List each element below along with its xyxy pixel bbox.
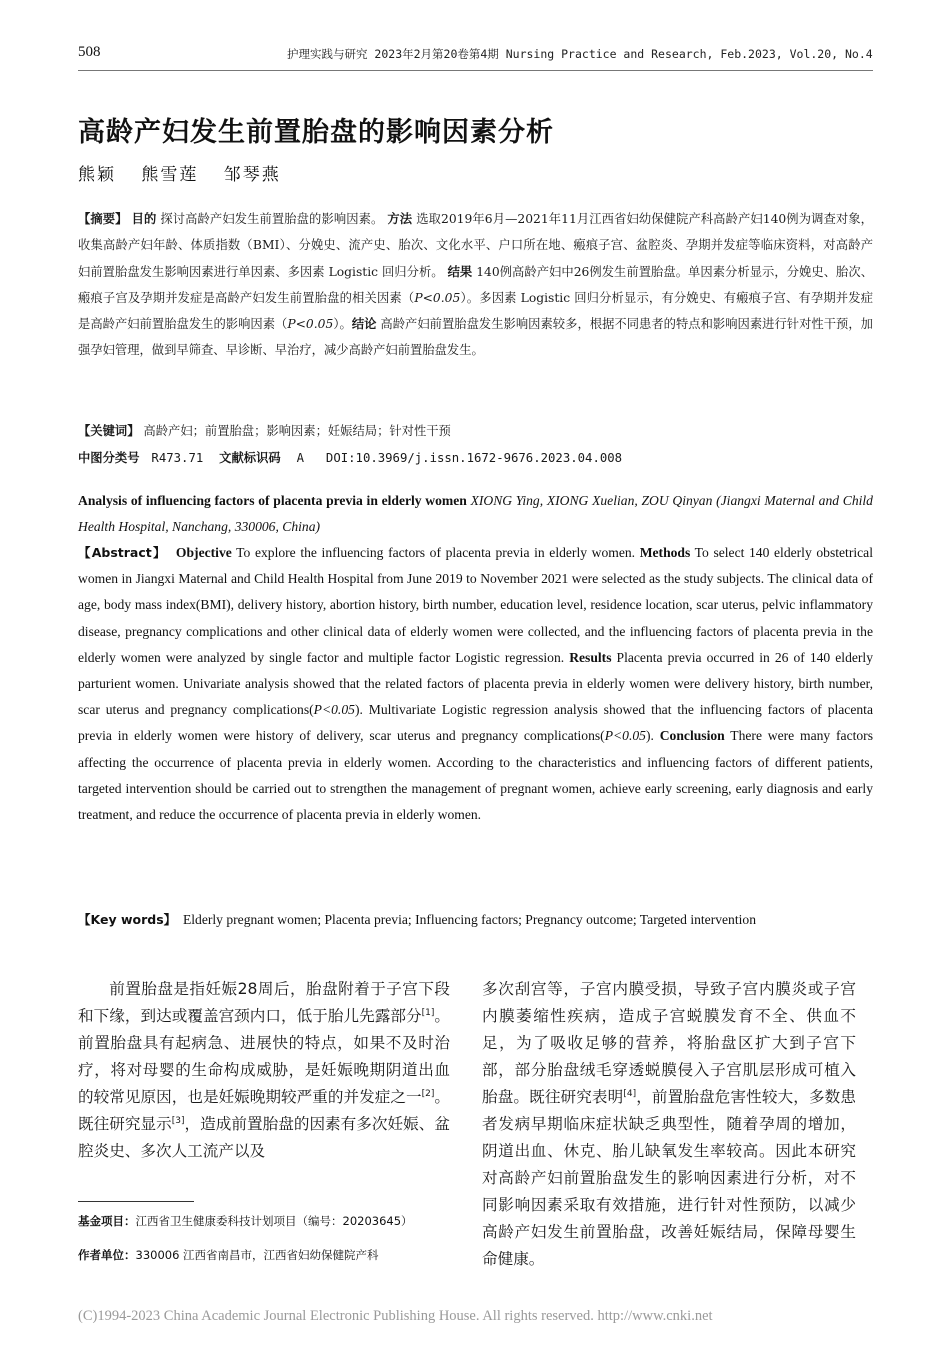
conclusion-en-text: There were many factors affecting the occurrence of placenta previa in elderly women. According to the characteristics and influencing factors of different patients, targeted intervention should be carried out to strengthen the management of pregnant women, achieve early screening, early diagnosis and early treatment, and reduce the occurrence of placenta previa in elderly women. bbox=[78, 728, 873, 823]
doc-code-label: 文献标识码 bbox=[219, 451, 281, 465]
body-left-column bbox=[78, 976, 450, 1165]
body-text-6: ，前置胎盘危害性较大，多数患者发病早期临床症状缺乏典型性，随着孕周的增加，阴道出血、休克、胎儿缺氧发生率较高。因此本研究对高龄产妇前置胎盘发生的影响因素进行分析，对不同影响因素采取有效措施，进行针对性预防，以减少高龄产妇发生前置胎盘，改善妊娠结局，保障母婴生命健康。 bbox=[482, 1088, 856, 1268]
article-title: 高龄产妇发生前置胎盘的影响因素分析 bbox=[78, 117, 554, 148]
methods-label: 方法 bbox=[387, 212, 413, 226]
citation-2: [2] bbox=[421, 1088, 435, 1099]
results-en-text-1: Placenta previa occurred in 26 of 140 elderly parturient women. Univariate analysis showed that the related factors of placenta previa in elderly women were delivery history, birth number, scar uterus and pregnancy complications( bbox=[78, 649, 873, 718]
body-right-column bbox=[482, 976, 856, 1273]
unit-label: 作者单位： bbox=[78, 1248, 136, 1262]
authors: 熊颖 熊雪莲 邹琴燕 bbox=[78, 165, 281, 185]
p-value-1: P<0.05 bbox=[414, 290, 461, 305]
clc-value: R473.71 bbox=[151, 451, 204, 465]
classification-line bbox=[78, 445, 873, 471]
methods-en-label: Methods bbox=[639, 545, 691, 560]
body-text-1: 前置胎盘是指妊娠28周后，胎盘附着于子宫下段和下缘，到达或覆盖宫颈内口，低于胎儿先露部分 bbox=[78, 980, 450, 1025]
body-text-2: 。前置胎盘具有起病急、进展快的特点，如果不及时治疗，将对母婴的生命构成威胁，是妊娠晚期阴道出血的较常见原因，也是妊娠晚期较严重的并发症之一 bbox=[78, 1007, 450, 1106]
clc-label: 中图分类号 bbox=[78, 451, 140, 465]
results-label: 结果 bbox=[447, 264, 473, 279]
citation-4: [4] bbox=[623, 1088, 637, 1099]
english-title: Analysis of influencing factors of placenta previa in elderly women bbox=[78, 493, 467, 508]
results-en-text-3: ). bbox=[645, 728, 654, 744]
unit-text: 330006 江西省南昌市，江西省妇幼保健院产科 bbox=[135, 1248, 379, 1262]
keywords-text: 高龄产妇；前置胎盘；影响因素；妊娠结局；针对性干预 bbox=[143, 424, 451, 438]
english-authors: XIONG Ying, XIONG Xuelian, ZOU Qinyan (Jiangxi Maternal and Child Health Hospital, Nanchang, 330006, China) bbox=[78, 493, 873, 535]
english-title-block bbox=[78, 488, 873, 540]
copyright-notice: (C)1994-2023 China Academic Journal Electronic Publishing House. All rights reserved. http://www.cnki.net bbox=[78, 1308, 713, 1324]
conclusion-label: 结论 bbox=[351, 317, 377, 332]
objective-en-text: To explore the influencing factors of placenta previa in elderly women. bbox=[236, 545, 636, 560]
objective-label: 目的 bbox=[131, 212, 157, 226]
doc-code-value: A bbox=[296, 451, 304, 465]
citation-3: [3] bbox=[171, 1115, 185, 1126]
p-value-2: P<0.05 bbox=[287, 317, 334, 332]
fund-label: 基金项目： bbox=[78, 1214, 136, 1228]
footnote-divider bbox=[78, 1201, 194, 1202]
page-number: 508 bbox=[78, 44, 101, 60]
p-value-en-1: P<0.05 bbox=[313, 702, 355, 718]
conclusion-text: 高龄产妇前置胎盘发生影响因素较多，根据不同患者的特点和影响因素进行针对性干预，加强孕妇管理，做到早筛查、早诊断、早治疗，减少高龄产妇前置胎盘发生。 bbox=[78, 317, 873, 358]
keywords-en-label: 【Key words】 bbox=[78, 912, 177, 927]
keywords-label: 【关键词】 bbox=[78, 424, 140, 438]
results-text-1: 140例高龄产妇中26例发生前置胎盘。单因素分析显示，分娩史、胎次、瘢痕子宫及孕期并发症是高龄产妇发生前置胎盘的相关因素（ bbox=[78, 264, 873, 305]
doi: DOI:10.3969/j.issn.1672-9676.2023.04.008 bbox=[325, 451, 623, 465]
p-value-en-2: P<0.05 bbox=[604, 728, 646, 744]
fund-text: 江西省卫生健康委科技计划项目（编号：20203645） bbox=[135, 1214, 413, 1228]
citation-1: [1] bbox=[421, 1007, 435, 1018]
abstract-tag: 【摘要】 bbox=[78, 212, 128, 226]
results-text-3: ）。 bbox=[333, 317, 352, 332]
keywords-cn bbox=[78, 418, 873, 444]
abstract-cn bbox=[78, 206, 873, 364]
keywords-en bbox=[78, 907, 873, 933]
abstract-en bbox=[78, 540, 873, 828]
header-divider bbox=[78, 70, 873, 71]
fund-footnote bbox=[78, 1213, 450, 1230]
results-en-label: Results bbox=[569, 649, 612, 665]
results-en-text-2: ). Multivariate Logistic regression analysis showed that the influencing factors of placenta previa in elderly women were history of delivery, scar uterus and pregnancy complications( bbox=[78, 702, 873, 744]
conclusion-en-label: Conclusion bbox=[659, 728, 725, 744]
results-text-2: ）。多因素 Logistic 回归分析显示，有分娩史、有瘢痕子宫、有孕期并发症是高龄产妇前置胎盘发生的影响因素（ bbox=[78, 290, 873, 332]
methods-text: 选取2019年6月—2021年11月江西省妇幼保健院产科高龄产妇140例为调查对象，收集高龄产妇年龄、体质指数（BMI）、分娩史、流产史、胎次、文化水平、户口所在地、瘢痕子宫、盆腔炎、孕期并发症等临床资料，对高龄产妇前置胎盘发生影响因素进行单因素、多因素 Logistic 回归分析。 bbox=[78, 212, 873, 279]
body-text-3: 。既往研究显示 bbox=[78, 1088, 450, 1133]
objective-text: 探讨高龄产妇发生前置胎盘的影响因素。 bbox=[160, 212, 384, 226]
body-text-5: 多次刮宫等，子宫内膜受损，导致子宫内膜炎或子宫内膜萎缩性疾病，造成子宫蜕膜发育不全、供血不足，为了吸收足够的营养，将胎盘区扩大到子宫下部，部分胎盘绒毛穿透蜕膜侵入子宫肌层形成可植入胎盘。既往研究表明 bbox=[482, 980, 856, 1106]
keywords-en-text: Elderly pregnant women; Placenta previa; Influencing factors; Pregnancy outcome; Targeted intervention bbox=[182, 912, 756, 927]
unit-footnote bbox=[78, 1247, 450, 1264]
body-text-4: ，造成前置胎盘的因素有多次妊娠、盆腔炎史、多次人工流产以及 bbox=[78, 1115, 450, 1160]
methods-en-text: To select 140 elderly obstetrical women in Jiangxi Maternal and Child Health Hospital from June 2019 to November 2021 were selected as the study subjects. The clinical data of age, body mass index(BMI), delivery history, abortion history, birth number, education level, residence location, scar uterus, pelvic inflammatory disease, pregnancy complications and other clinical data of elderly women were collected, and the influencing factors of placenta previa in the elderly women were analyzed by single factor and multiple factor Logistic regression. bbox=[78, 545, 873, 665]
journal-running-head: 护理实践与研究 2023年2月第20卷第4期 Nursing Practice and Research, Feb.2023, Vol.20, No.4 bbox=[287, 47, 873, 61]
abstract-en-tag: 【Abstract】 bbox=[78, 545, 167, 560]
objective-en-label: Objective bbox=[175, 545, 232, 560]
